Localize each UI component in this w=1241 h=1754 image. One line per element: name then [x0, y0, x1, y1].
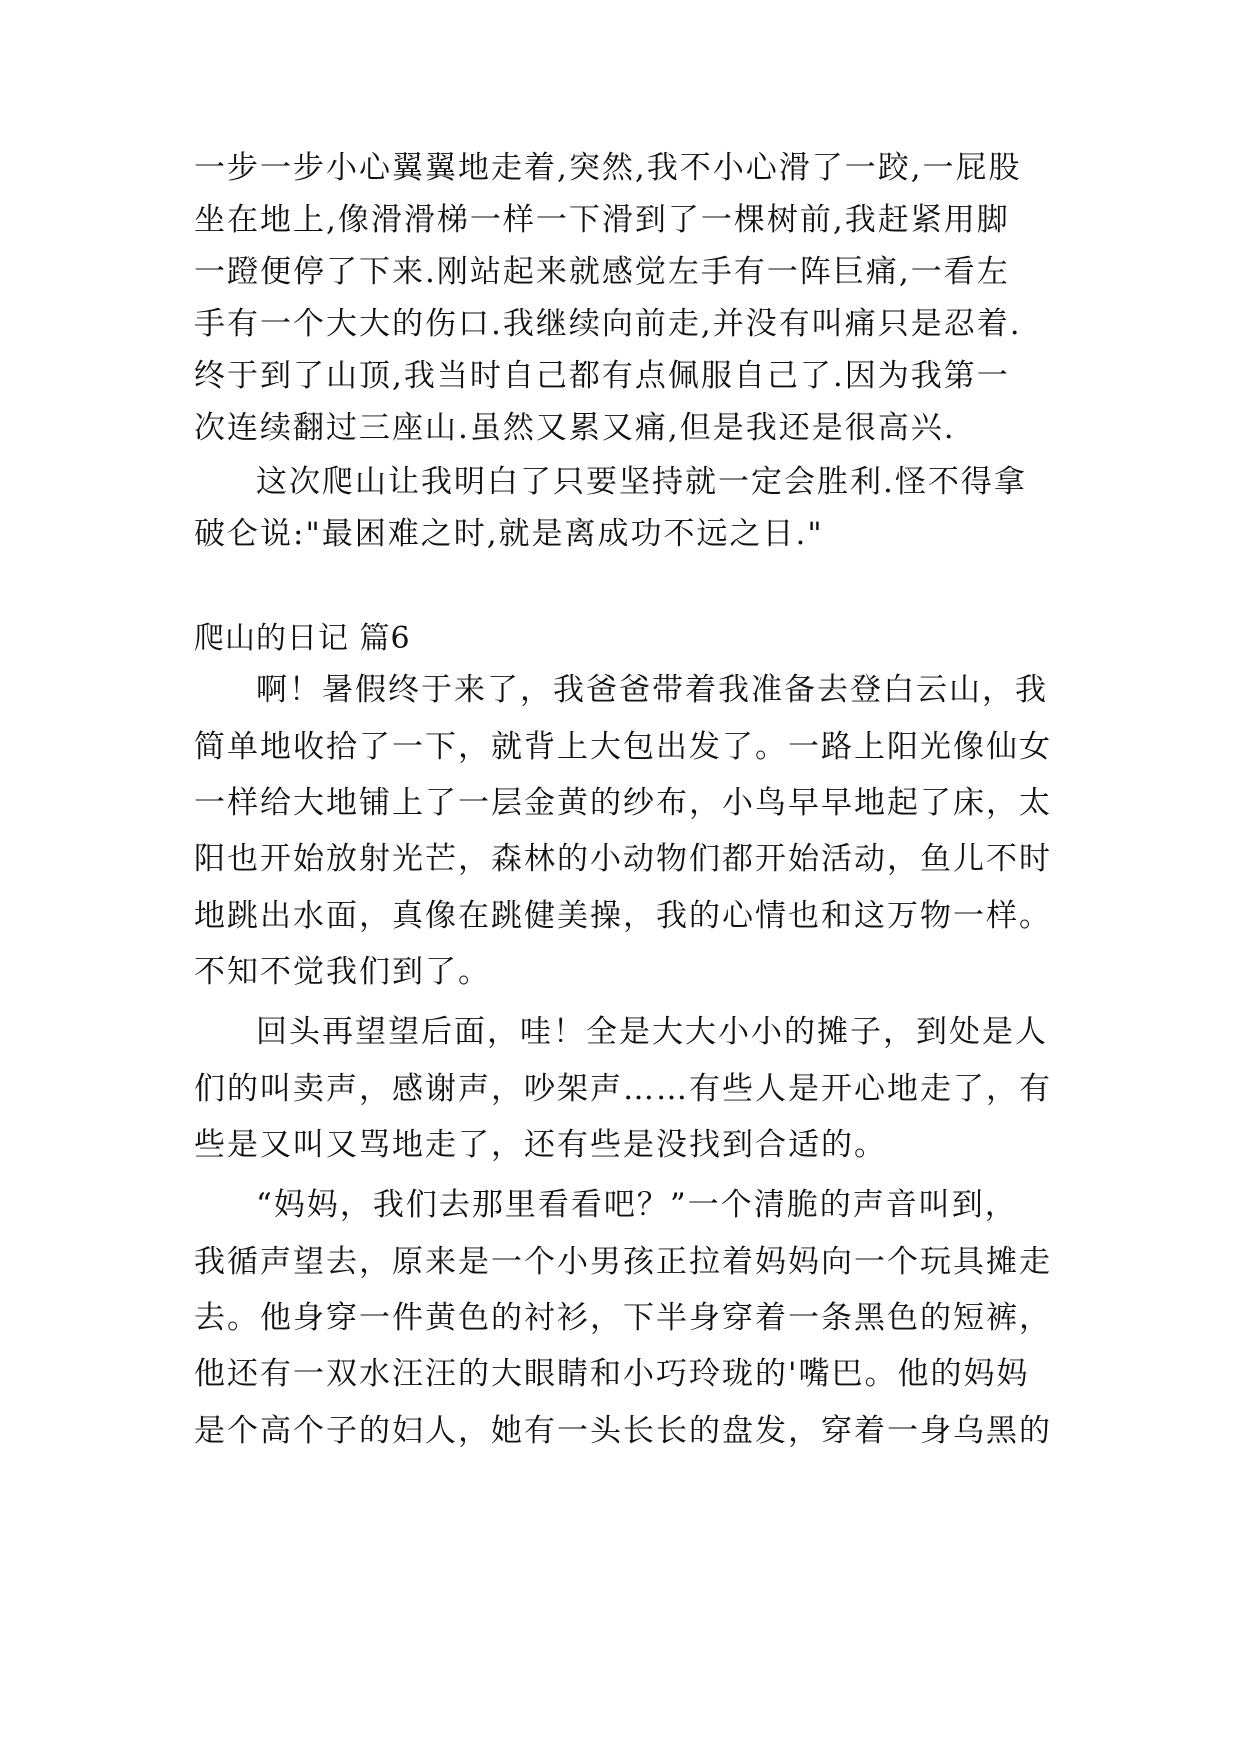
- text-line: 我循声望去，原来是一个小男孩正拉着妈妈向一个玩具摊走: [194, 1244, 1052, 1280]
- text-line: 一蹬便停了下来.刚站起来就感觉左手有一阵巨痛,一看左: [194, 254, 1010, 290]
- text-line: 些是又叫又骂地走了，还有些是没找到合适的。: [194, 1127, 887, 1163]
- text-line: 次连续翻过三座山.虽然又累又痛,但是我还是很高兴.: [194, 410, 956, 446]
- text-line: 阳也开始放射光芒，森林的小动物们都开始活动，鱼儿不时: [194, 841, 1052, 877]
- text-line: 简单地收拾了一下，就背上大包出发了。一路上阳光像仙女: [194, 729, 1052, 765]
- text-line: 一步一步小心翼翼地走着,突然,我不小心滑了一跤,一屁股: [194, 150, 1022, 186]
- text-line: 是个高个子的妇人，她有一头长长的盘发，穿着一身乌黑的: [194, 1413, 1052, 1449]
- text-line: 回头再望望后面，哇！全是大大小小的摊子，到处是人: [256, 1014, 1048, 1050]
- text-line: 去。他身穿一件黄色的衬衫，下半身穿着一条黑色的短裤，: [194, 1300, 1052, 1336]
- text-line: 破仑说:"最困难之时,就是离成功不远之日.": [194, 516, 824, 552]
- text-line: 坐在地上,像滑滑梯一样一下滑到了一棵树前,我赶紧用脚: [194, 202, 1010, 238]
- text-line: 他还有一双水汪汪的大眼睛和小巧玲珑的'嘴巴。他的妈妈: [194, 1356, 1030, 1392]
- text-line: 手有一个大大的伤口.我继续向前走,并没有叫痛只是忍着.: [194, 306, 1022, 342]
- section-title: 爬山的日记 篇6: [194, 621, 411, 656]
- text-line: 终于到了山顶,我当时自己都有点佩服自己了.因为我第一: [194, 358, 1010, 394]
- text-line: 一样给大地铺上了一层金黄的纱布，小鸟早早地起了床，太: [194, 785, 1052, 821]
- text-line: 地跳出水面，真像在跳健美操，我的心情也和这万物一样。: [194, 898, 1052, 934]
- text-line: “妈妈，我们去那里看看吧？”一个清脆的声音叫到，: [256, 1187, 1018, 1223]
- text-line: 们的叫卖声，感谢声，吵架声……有些人是开心地走了，有: [194, 1071, 1052, 1107]
- text-line: 这次爬山让我明白了只要坚持就一定会胜利.怪不得拿: [256, 464, 1027, 500]
- text-line: 不知不觉我们到了。: [194, 954, 491, 990]
- text-line: 啊！暑假终于来了，我爸爸带着我准备去登白云山，我: [256, 672, 1048, 708]
